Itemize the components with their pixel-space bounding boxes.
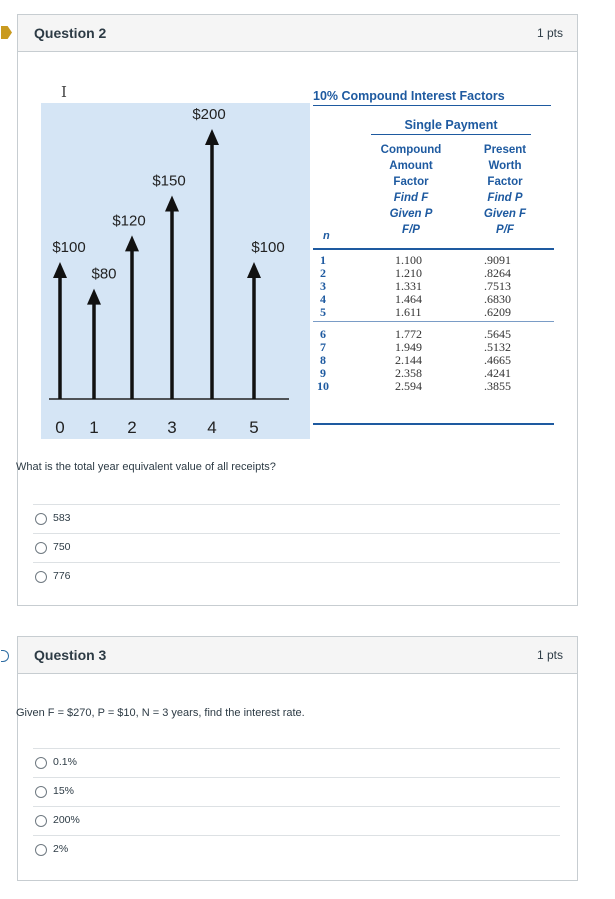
pf-value: .6830 xyxy=(484,292,511,306)
answer-option[interactable] xyxy=(33,562,560,591)
question-header xyxy=(18,637,577,674)
answer-option[interactable] xyxy=(33,806,560,835)
compound-interest-table xyxy=(313,87,554,427)
question-flag-icon[interactable] xyxy=(1,650,9,662)
receipt-arrow-head xyxy=(247,262,261,278)
question-points: 1 pts xyxy=(536,648,563,662)
pf-value: .5132 xyxy=(484,340,511,354)
fp-value: 2.358 xyxy=(395,366,422,380)
text-cursor-icon: I xyxy=(61,83,67,101)
row-n: 3 xyxy=(320,279,326,293)
period-label: 4 xyxy=(207,418,217,437)
row-n: 4 xyxy=(320,292,326,306)
answer-label[interactable]: 200% xyxy=(53,814,80,826)
question-points: 1 pts xyxy=(536,26,563,40)
receipt-amount-label: $100 xyxy=(52,239,86,256)
answer-label[interactable]: 2% xyxy=(53,843,69,855)
radio-button[interactable] xyxy=(35,542,47,554)
row-n: 7 xyxy=(320,340,326,354)
table-group-rule xyxy=(313,321,554,322)
question-header xyxy=(18,15,577,52)
fp-value: 1.331 xyxy=(395,279,422,293)
pf-value: .4241 xyxy=(484,366,511,380)
table-row xyxy=(313,292,554,305)
receipt-amount-label: $80 xyxy=(91,265,117,283)
table-title: 10% Compound Interest Factors xyxy=(313,89,551,106)
current-question-flag-icon xyxy=(1,26,12,39)
row-n: 9 xyxy=(320,366,326,380)
fp-value: 1.100 xyxy=(395,253,422,267)
receipt-arrow-head xyxy=(205,129,219,145)
single-payment-heading: Single Payment xyxy=(371,118,531,135)
answer-option[interactable] xyxy=(33,748,560,777)
radio-button[interactable] xyxy=(35,815,47,827)
receipt-arrow-head xyxy=(53,262,67,278)
answer-label[interactable]: 0.1% xyxy=(53,756,77,768)
row-n: 1 xyxy=(320,253,326,267)
question-text: What is the total year equivalent value of all receipts? xyxy=(16,461,276,473)
answer-option[interactable] xyxy=(33,777,560,806)
row-n: 10 xyxy=(317,379,329,393)
table-row xyxy=(313,279,554,292)
table-row xyxy=(313,305,554,318)
pf-header-line: Present xyxy=(483,144,527,156)
pf-header-line: Given F xyxy=(483,208,527,220)
pf-header-line: Find P xyxy=(487,192,523,204)
answer-label[interactable]: 15% xyxy=(53,785,75,797)
answer-label[interactable]: 750 xyxy=(53,541,71,553)
fp-header-line: F/P xyxy=(402,224,420,236)
cash-flow-diagram xyxy=(41,103,310,439)
receipt-amount-label: $150 xyxy=(152,172,186,190)
row-n: 5 xyxy=(320,305,326,319)
period-label: 1 xyxy=(89,418,99,437)
table-row xyxy=(313,253,554,266)
receipt-amount-label: $200 xyxy=(192,106,226,123)
receipt-arrow-head xyxy=(87,289,101,305)
fp-value: 1.772 xyxy=(395,327,422,341)
period-label: 5 xyxy=(249,418,259,437)
row-n: 8 xyxy=(320,353,326,367)
n-column-header: n xyxy=(323,230,330,242)
radio-button[interactable] xyxy=(35,786,47,798)
question-title: Question 3 xyxy=(34,647,107,663)
receipt-arrow-head xyxy=(165,196,179,212)
table-bottom-rule xyxy=(313,423,554,425)
pf-value: .6209 xyxy=(484,305,511,319)
fp-value: 1.949 xyxy=(395,340,422,354)
period-label: 2 xyxy=(127,418,137,437)
fp-header-line: Compound xyxy=(380,144,442,156)
radio-button[interactable] xyxy=(35,571,47,583)
question-text: Given F = $270, P = $10, N = 3 years, find the interest rate. xyxy=(16,707,305,719)
answer-label[interactable]: 776 xyxy=(53,570,71,582)
answer-option[interactable] xyxy=(33,504,560,533)
answer-option[interactable] xyxy=(33,835,560,864)
fp-header-line: Given P xyxy=(389,208,433,220)
radio-button[interactable] xyxy=(35,757,47,769)
fp-value: 2.594 xyxy=(395,379,422,393)
row-n: 2 xyxy=(320,266,326,280)
table-row xyxy=(313,379,554,392)
table-row xyxy=(313,266,554,279)
receipt-amount-label: $120 xyxy=(112,212,146,230)
period-label: 3 xyxy=(167,418,177,437)
table-row xyxy=(313,366,554,379)
pf-header-line: P/F xyxy=(496,224,514,236)
answer-option[interactable] xyxy=(33,533,560,562)
pf-value: .8264 xyxy=(484,266,511,280)
pf-header-line: Factor xyxy=(487,176,523,188)
pf-value: .9091 xyxy=(484,253,511,267)
question-title: Question 2 xyxy=(34,25,107,41)
table-row xyxy=(313,353,554,366)
pf-header-line: Worth xyxy=(488,160,522,172)
fp-header-line: Factor xyxy=(393,176,429,188)
table-header-rule xyxy=(313,248,554,250)
table-row xyxy=(313,327,554,340)
fp-value: 2.144 xyxy=(395,353,422,367)
row-n: 6 xyxy=(320,327,326,341)
fp-column-header xyxy=(371,142,451,238)
radio-button[interactable] xyxy=(35,844,47,856)
pf-value: .4665 xyxy=(484,353,511,367)
period-label: 0 xyxy=(55,418,65,437)
radio-button[interactable] xyxy=(35,513,47,525)
fp-header-line: Amount xyxy=(389,160,433,172)
answer-label[interactable]: 583 xyxy=(53,512,71,524)
receipt-amount-label: $100 xyxy=(251,239,285,256)
fp-value: 1.210 xyxy=(395,266,422,280)
fp-header-line: Find F xyxy=(393,192,429,204)
cash-flow-svg xyxy=(41,103,310,439)
pf-value: .5645 xyxy=(484,327,511,341)
fp-value: 1.464 xyxy=(395,292,422,306)
fp-value: 1.611 xyxy=(395,305,422,319)
receipt-arrow-head xyxy=(125,235,139,251)
pf-column-header xyxy=(465,142,545,238)
table-row xyxy=(313,340,554,353)
pf-value: .7513 xyxy=(484,279,511,293)
pf-value: .3855 xyxy=(484,379,511,393)
